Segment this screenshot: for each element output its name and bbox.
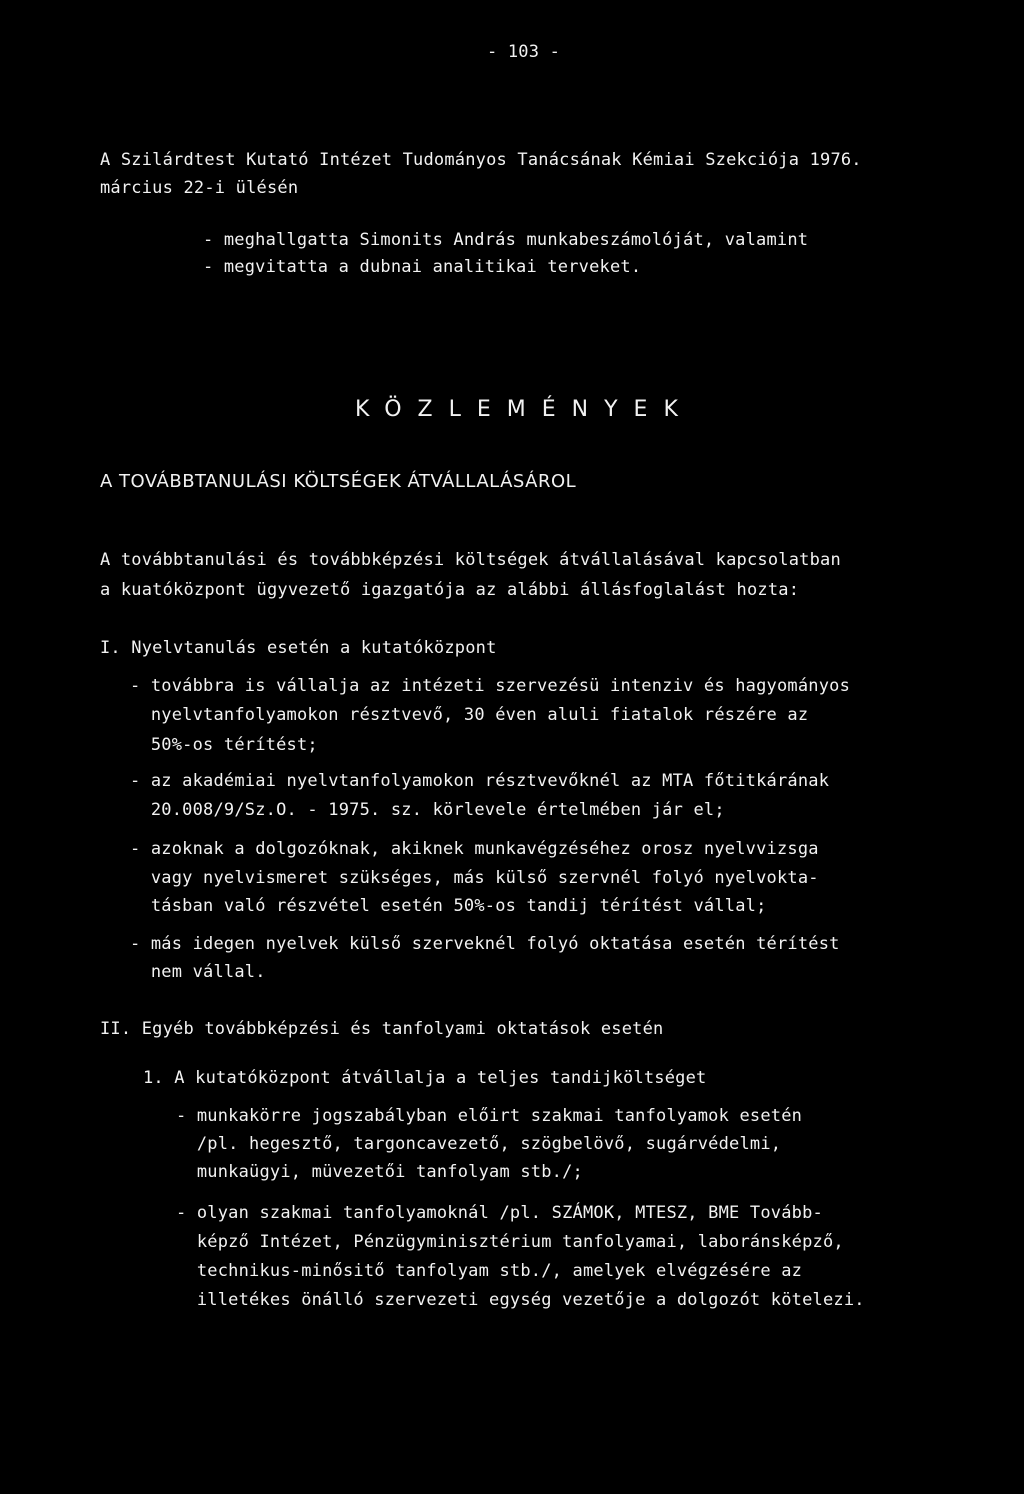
intro-bullet-1: - meghallgatta Simonits András munkabeszámolóját, valamint: [203, 230, 809, 250]
section-1-item-1-line-2: nyelvtanfolyamokon résztvevő, 30 éven aluli fiatalok részére az: [130, 705, 809, 725]
intro-line-1: A Szilárdtest Kutató Intézet Tudományos Tanácsának Kémiai Szekciója 1976.: [100, 150, 862, 170]
section-1-item-1-line-1: - továbbra is vállalja az intézeti szervezésü intenziv és hagyományos: [130, 676, 851, 696]
section-1-item-1-line-3: 50%-os térítést;: [130, 735, 318, 755]
section-1-item-3-line-1: - azoknak a dolgozóknak, akiknek munkavégzéséhez orosz nyelvvizsga: [130, 839, 819, 859]
intro-line-2: március 22-i ülésén: [100, 178, 299, 198]
section-1-item-2-line-2: 20.008/9/Sz.O. - 1975. sz. körlevele értelmében jár el;: [130, 800, 725, 820]
section-2-item-2-line-3: technikus-minősitő tanfolyam stb./, amelyek elvégzésére az: [176, 1261, 803, 1281]
section-2-item-1-line-3: munkaügyi, müvezetői tanfolyam stb./;: [176, 1162, 583, 1182]
section-1-heading: I. Nyelvtanulás esetén a kutatóközpont: [100, 638, 497, 658]
section-1-item-3-line-2: vagy nyelvismeret szükséges, más külső szervnél folyó nyelvokta-: [130, 868, 819, 888]
section-1-item-4-line-1: - más idegen nyelvek külső szerveknél folyó oktatása esetén térítést: [130, 934, 840, 954]
notice-para-line-1: A továbbtanulási és továbbképzési költségek átvállalásával kapcsolatban: [100, 550, 841, 570]
section-2-sub-1: 1. A kutatóközpont átvállalja a teljes tandijköltséget: [143, 1068, 707, 1088]
page-number: - 103 -: [487, 42, 561, 62]
intro-bullet-2: - megvitatta a dubnai analitikai terveket.: [203, 257, 642, 277]
section-2-item-2-line-2: képző Intézet, Pénzügyminisztérium tanfolyamai, laboránsképző,: [176, 1232, 844, 1252]
section-2-heading: II. Egyéb továbbképzési és tanfolyami oktatások esetén: [100, 1019, 664, 1039]
section-1-item-3-line-3: tásban való részvétel esetén 50%-os tandij térítést vállal;: [130, 896, 767, 916]
section-2-item-1-line-2: /pl. hegesztő, targoncavezető, szögbelövő, sugárvédelmi,: [176, 1134, 782, 1154]
notice-title: KÖZLEMÉNYEK: [355, 397, 694, 422]
section-1-item-4-line-2: nem vállal.: [130, 962, 266, 982]
section-2-item-2-line-1: - olyan szakmai tanfolyamoknál /pl. SZÁMOK, MTESZ, BME Tovább-: [176, 1203, 823, 1223]
section-1-item-2-line-1: - az akadémiai nyelvtanfolyamokon résztvevőknél az MTA főtitkárának: [130, 771, 830, 791]
section-2-item-1-line-1: - munkakörre jogszabályban előirt szakmai tanfolyamok esetén: [176, 1106, 803, 1126]
notice-para-line-2: a kuatóközpont ügyvezető igazgatója az alábbi állásfoglalást hozta:: [100, 580, 800, 600]
notice-subtitle: A TOVÁBBTANULÁSI KÖLTSÉGEK ÁTVÁLLALÁSÁROL: [100, 471, 577, 492]
section-2-item-2-line-4: illetékes önálló szervezeti egység vezetője a dolgozót kötelezi.: [176, 1290, 865, 1310]
